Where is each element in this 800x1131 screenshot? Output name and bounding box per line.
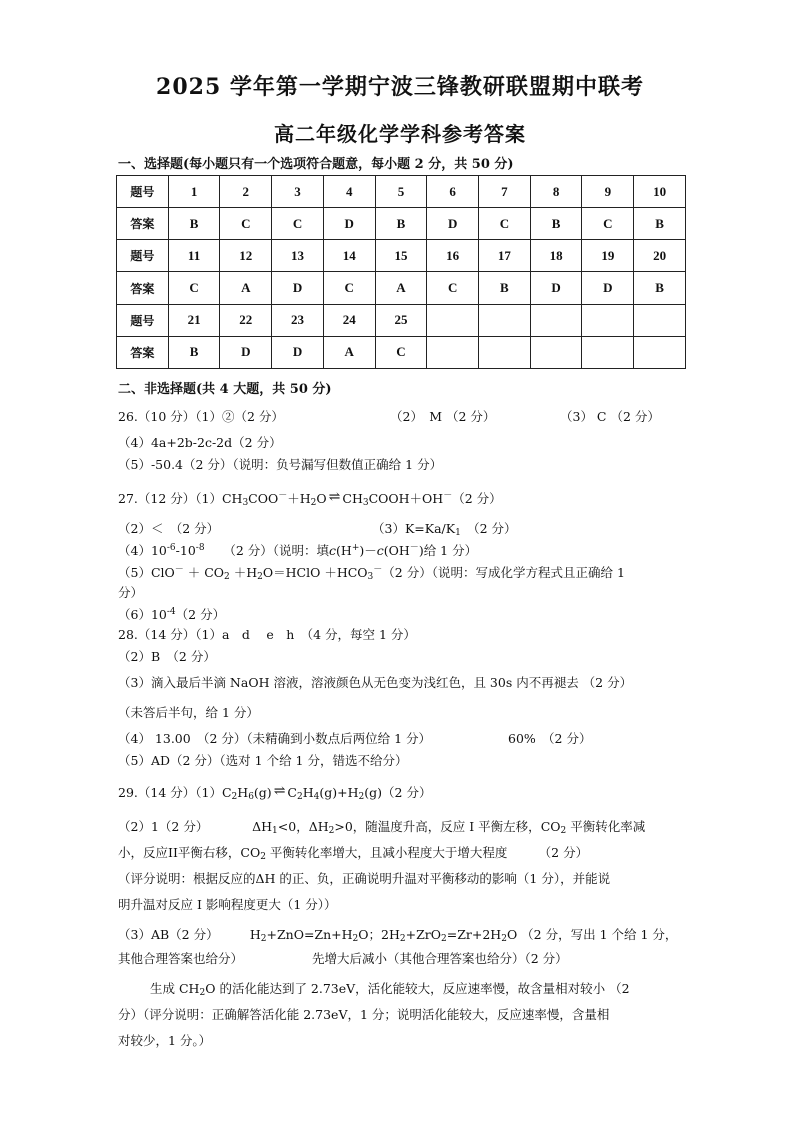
q29-line4: （评分说明：根据反应的ΔH 的正、负，正确说明升温对平衡移动的影响（1 分），并能说 <box>118 871 611 886</box>
question-number-row <box>117 176 686 208</box>
q29-line7: 其他合理答案也给分） <box>118 951 244 966</box>
answer-cell: B <box>634 272 686 304</box>
question-number-cell: 24 <box>323 304 375 336</box>
section1-heading: 一、选择题(每小题只有一个选项符合题意，每小题 2 分，共 50 分) <box>118 157 514 172</box>
question-number-cell: 17 <box>479 240 531 272</box>
row-label-question: 题号 <box>117 304 169 336</box>
answer-cell: C <box>220 208 272 240</box>
row-label-answer: 答案 <box>117 336 169 368</box>
answer-cell: B <box>375 208 427 240</box>
answer-cell <box>634 336 686 368</box>
question-number-cell <box>479 304 531 336</box>
q27-part5: $(5)ClO^- + CO_2$ $+H_2O=HClO +HCO_3^-(2$ 分）（说明：写成化学方程式且正确给 1 <box>118 565 625 582</box>
question-number-cell: 15 <box>375 240 427 272</box>
question-number-cell <box>530 304 582 336</box>
q29-line6: （3）AB（2 分） $H_2+ZnO=Zn+H_2O$；$2H_2+ZrO_2=Zr+2H_2O$ （2 分，写出 1 个给 1 分， <box>118 927 678 944</box>
question-number-cell <box>582 304 634 336</box>
question-number-cell: 4 <box>323 176 375 208</box>
q29-line8: 生成 $CH_2O$ 的活化能达到了 2.73eV，活化能较大，反应速率慢，故含量相对较小 （2 <box>150 981 630 998</box>
answer-row <box>117 208 686 240</box>
answer-cell: C <box>479 208 531 240</box>
question-number-cell: 3 <box>272 176 324 208</box>
choice-answer-table <box>116 175 686 369</box>
answer-cell: A <box>220 272 272 304</box>
answer-cell: D <box>582 272 634 304</box>
answer-cell: B <box>634 208 686 240</box>
q29-line2: （2）1（2 分） $\Delta H_1<0$，$\Delta H_2>0$，随温度升高，反应 I 平衡左移，$CO_2$ 平衡转化率减 <box>118 819 646 836</box>
answer-cell: A <box>323 336 375 368</box>
q26-part2: （2） M （2 分） <box>390 409 496 424</box>
q27-part6: $(6)10^{-4}(2$ 分） <box>118 607 226 622</box>
q27-part4: $(4)10^{-6}-10^{-8}$ （2 分）（说明：填c(H+)－c(OH－)给 1 分） <box>118 543 478 558</box>
answer-cell: A <box>375 272 427 304</box>
question-number-cell: 14 <box>323 240 375 272</box>
q27-part2: （2）＜ （2 分） <box>118 521 220 536</box>
question-number-cell: 23 <box>272 304 324 336</box>
q28-line3: （3）滴入最后半滴 NaOH 溶液，溶液颜色从无色变为浅红色，且 30s 内不再褪去 （2 分） <box>118 675 633 690</box>
question-number-cell: 22 <box>220 304 272 336</box>
page-subtitle: 高二年级化学学科参考答案 <box>274 122 526 146</box>
page-title: 2025 学年第一学期宁波三锋教研联盟期中联考 <box>156 74 644 100</box>
q26-part1: 26.（10 分）（1）②（2 分） <box>118 409 284 424</box>
row-label-question: 题号 <box>117 176 169 208</box>
q27-part5-cont: 分） <box>118 585 144 600</box>
answer-cell: D <box>530 272 582 304</box>
q29-line5: 明升温对反应 I 影响程度更大（1 分）） <box>118 897 337 912</box>
answer-cell: B <box>168 336 220 368</box>
question-number-cell: 13 <box>272 240 324 272</box>
question-number-cell: 18 <box>530 240 582 272</box>
question-number-row <box>117 304 686 336</box>
row-label-answer: 答案 <box>117 272 169 304</box>
row-label-question: 题号 <box>117 240 169 272</box>
question-number-cell: 25 <box>375 304 427 336</box>
q27-line1: 27.（12 分）$(1)CH_3COO^-+H_2O$ ⇌ $CH_3COOH+OH^-(2$ 分） <box>118 489 502 508</box>
row-label-answer: 答案 <box>117 208 169 240</box>
answer-cell <box>582 336 634 368</box>
question-number-cell: 20 <box>634 240 686 272</box>
q28-line6: （5）AD（2 分）（选对 1 个给 1 分，错选不给分） <box>118 753 408 768</box>
q28-line5: （4） 13.00 （2 分）（未精确到小数点后两位给 1 分） <box>118 731 432 746</box>
answer-cell: B <box>479 272 531 304</box>
q29-line7-b: 先增大后减小（其他合理答案也给分）（2 分） <box>312 951 568 966</box>
q29-line3: 小，反应II平衡右移，$CO_2$ 平衡转化率增大，且减小程度大于增大程度 （2 分） <box>118 845 589 862</box>
answer-cell: D <box>272 336 324 368</box>
answer-row <box>117 336 686 368</box>
answer-cell: C <box>272 208 324 240</box>
question-number-cell: 19 <box>582 240 634 272</box>
answer-cell: C <box>168 272 220 304</box>
q28-line1: 28.（14 分）（1）a d e h （4 分，每空 1 分） <box>118 627 416 642</box>
answer-cell <box>530 336 582 368</box>
answer-cell <box>479 336 531 368</box>
q29-line9: 分）（评分说明：正确解答活化能 2.73eV，1 分；说明活化能较大，反应速率慢，含量相 <box>118 1007 610 1022</box>
answer-row <box>117 272 686 304</box>
question-number-cell: 6 <box>427 176 479 208</box>
question-number-cell <box>634 304 686 336</box>
question-number-cell: 9 <box>582 176 634 208</box>
answer-cell: C <box>375 336 427 368</box>
answer-cell: B <box>530 208 582 240</box>
q28-line4: （未答后半句，给 1 分） <box>118 705 259 720</box>
question-number-cell: 21 <box>168 304 220 336</box>
q29-line10: 对较少，1 分。） <box>118 1033 212 1048</box>
question-number-cell <box>427 304 479 336</box>
q28-line2: （2）B （2 分） <box>118 649 216 664</box>
question-number-cell: 12 <box>220 240 272 272</box>
question-number-row <box>117 240 686 272</box>
question-number-cell: 11 <box>168 240 220 272</box>
answer-cell: D <box>272 272 324 304</box>
answer-cell <box>427 336 479 368</box>
answer-cell: B <box>168 208 220 240</box>
question-number-cell: 10 <box>634 176 686 208</box>
q26-line1 <box>118 408 284 426</box>
answer-cell: D <box>427 208 479 240</box>
question-number-cell: 16 <box>427 240 479 272</box>
answer-cell: C <box>323 272 375 304</box>
question-number-cell: 1 <box>168 176 220 208</box>
q26-line3: （5）-50.4（2 分）（说明：负号漏写但数值正确给 1 分） <box>118 457 443 472</box>
question-number-cell: 8 <box>530 176 582 208</box>
answer-cell: C <box>427 272 479 304</box>
question-number-cell: 2 <box>220 176 272 208</box>
q26-line2: （4）4a+2b-2c-2d（2 分） <box>118 435 282 450</box>
q28-line5-b: 60% （2 分） <box>508 731 592 746</box>
answer-cell: D <box>220 336 272 368</box>
section2-heading: 二、非选择题(共 4 大题，共 50 分) <box>118 382 332 397</box>
answer-cell: D <box>323 208 375 240</box>
question-number-cell: 5 <box>375 176 427 208</box>
q26-part3: （3） C （2 分） <box>560 409 660 424</box>
answer-cell: C <box>582 208 634 240</box>
q29-line1: 29.（14 分）$(1)C_2H_6(g)$ ⇌ $C_2H_4(g)+H_2(g)(2$ 分） <box>118 783 432 802</box>
q27-part3: $(3)K=Ka/K_1$ （2 分） <box>372 521 517 538</box>
question-number-cell: 7 <box>479 176 531 208</box>
